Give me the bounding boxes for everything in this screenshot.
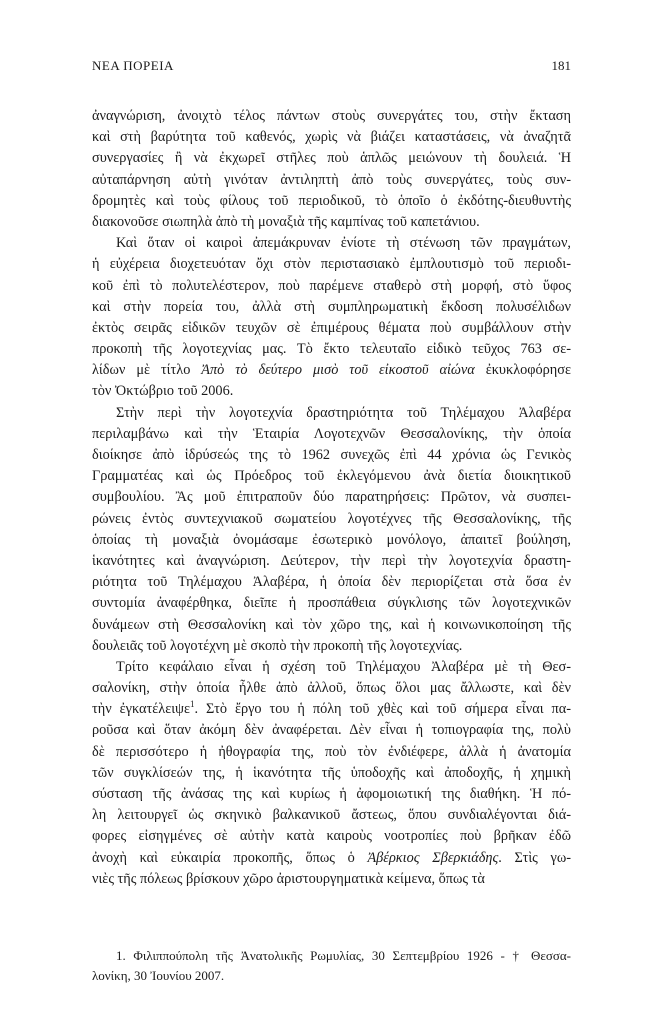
text-segment: ἐκυκλοφόρησε (474, 362, 571, 379)
italic-title: Ἀβέρκιος Σβερκιάδης (367, 849, 499, 866)
text-line: ἀναγνώριση, ἀνοιχτὸ τέλος πάντων στοὺς συνεργάτες του, στὴν ἔκταση (92, 108, 571, 124)
text-line: προκοπὴ τῆς λογοτεχνίας μας. Τὸ ἔκτο τελευταῖο εἰδικὸ τεῦχος 763 σε- (92, 341, 571, 358)
text-line: συνεργασίες ἢ νὰ ἐκχωρεῖ στῆλες ποὺ ἁπλῶς μειώνουν τὴ δουλειά. Ἡ (92, 150, 571, 167)
italic-title: Ἀπὸ τὸ δεύτερο μισὸ τοῦ εἰκοστοῦ αἰώνα (201, 362, 475, 379)
text-line: καὶ στὴ βαρύτητα τοῦ καθενός, χωρὶς νὰ βιάζει καταστάσεις, νὰ ἀναζητᾶ (92, 129, 571, 146)
text-line: διακονοῦσε σιωπηλὰ ἀπὸ τὴ μοναξιὰ τῆς καμπίνας τοῦ καπετάνιου. (92, 213, 480, 230)
text-line: συντομία ἀναφέρθηκα, διεῖπε ἡ προσπάθεια σύγκλισης τῶν λογοτεχνικῶν (92, 595, 571, 612)
text-line (92, 699, 571, 720)
text-line: φορες εἰσηγμένες σὲ αὐτὴν κατὰ καιροὺς νοοτροπίες ποὺ βρῆκαν ἐδῶ (92, 828, 571, 845)
footnote (92, 946, 571, 986)
text-line: διοίκησε ἀπὸ ἱδρύσεώς της τὸ 1962 συνεχῶς ἐπὶ 44 χρόνια ὡς Γενικὸς (92, 447, 571, 463)
text-line: ἐκτὸς σειρᾶς εἰδικῶν τευχῶν σὲ ἐπιμέρους θέματα ποὺ συμβάλλουν στὴν (92, 319, 571, 336)
text-segment: λίδων μὲ τίτλο (92, 362, 202, 379)
text-line: κοῦ ἐπὶ τὸ πολυτελέστερον, ποὺ παρέμενε σταθερὸ στὴ μορφή, στὸ ὕφος (92, 277, 571, 294)
text-line: συμβουλίου. Ἂς μοῦ ἐπιτραποῦν δύο παρατηρήσεις: Πρῶτον, νὰ συσπει- (92, 489, 571, 506)
text-line: ὁποίας τὴ μοναξιὰ ὀνομάσαμε ἐσωτερικὸ μονόλογο, ἀπαιτεῖ βούληση, (92, 531, 571, 548)
text-line (92, 848, 571, 869)
text-line: τὸν Ὀκτώβριο τοῦ 2006. (92, 383, 234, 400)
paragraph (92, 403, 571, 657)
text-line (92, 360, 571, 381)
footnote-line: 1. Φιλιππούπολη τῆς Ἀνατολικῆς Ρωμυλίας, 30 Σεπτεμβρίου 1926 - † Θεσσα- (116, 948, 571, 963)
running-title: ΝΕΑ ΠΟΡΕΙΑ (92, 58, 174, 73)
text-line: νιὲς τῆς πόλεως βρίσκουν χῶρο ἀριστουργηματικὰ κείμενα, ὅπως τὰ (92, 870, 485, 887)
text-line: ριότητα τοῦ Τηλέμαχου Ἀλαβέρα, ἡ ὁποία δὲν περιορίζεται στὰ ὅσα ἐν (92, 574, 571, 591)
text-line: δὲ περισσότερο ἡ ἠθογραφία της, ποὺ τὸν ἐνδιέφερε, ἀλλὰ ἡ ἀνατομία (92, 743, 571, 760)
paragraph (92, 106, 571, 233)
text-segment: ἀνοχὴ καὶ εὐκαιρία προκοπῆς, ὅπως ὁ (92, 849, 368, 866)
text-line: δρομητὲς καὶ τοὺς φίλους τοῦ περιοδικοῦ, τὸ ὁποῖο ὁ ἐκδότης-διευθυντὴς (92, 192, 571, 209)
text-line: ἡ εὐχέρεια διοχετευόταν ὄχι στὸν περιστασιακὸ ἐμπλουτισμὸ τοῦ περιοδι- (92, 256, 571, 273)
paragraph (92, 233, 571, 403)
text-line: τῶν συγκλίσεών της, ἡ ἱκανότητα τῆς ὑποδοχῆς καὶ ἀποδοχῆς, ἡ χημικὴ (92, 764, 571, 781)
running-header (92, 58, 571, 76)
text-segment: . Στὸ ἔργο του ἡ πόλη τοῦ χθὲς καὶ τοῦ σήμερα εἶναι πα- (194, 701, 571, 718)
page-number: 181 (551, 58, 571, 73)
footnote-line: λονίκη, 30 Ἰουνίου 2007. (92, 968, 225, 983)
text-line: ροῦσα καὶ ὅταν ἀκόμη δὲν ἀναφέρεται. Δὲν εἶναι ἡ τοπιογραφία της, πολὺ (92, 722, 571, 739)
text-line: αὐταπάρνηση αὐτὴ γινόταν ἀντιληπτὴ ἀπὸ τοὺς συνεργάτες, τοὺς συν- (92, 171, 571, 188)
text-line: Στὴν περὶ τὴν λογοτεχνία δραστηριότητα τοῦ Τηλέμαχου Ἀλαβέρα (116, 404, 571, 421)
text-line: σαλονίκη, στὴν ὁποία ἦλθε ἀπὸ ἀλλοῦ, ὅπως ὅλοι μας ἄλλωστε, καὶ δὲν (92, 680, 571, 697)
text-line: καὶ στὴν πορεία του, ἀλλὰ στὴ συμπληρωματικὴ ἔκδοση πολυσέλιδων (92, 298, 571, 315)
text-line: Γραμματέας καὶ ὡς Πρόεδρος τοῦ ἐκλεγόμενου ἀνὰ διετία διοικητικοῦ (92, 468, 571, 485)
text-line: δουλειᾶς τοῦ λογοτέχνη μὲ σκοπὸ τὴν προκοπὴ τῆς λογοτεχνίας. (92, 637, 463, 654)
body-text (92, 106, 571, 890)
footnote-marker[interactable]: 1 (190, 699, 195, 710)
text-line: Καὶ ὅταν οἱ καιροὶ ἀπεμάκρυναν ἐνίοτε τὴ στένωση τῶν πραγμάτων, (116, 235, 571, 252)
text-segment: . Στὶς γω- (498, 849, 572, 866)
text-line: λη λειτουργεῖ ὡς σκηνικὸ βαλκανικοῦ ἄστεως, ὅπου συνδιαλέγονται διά- (92, 807, 571, 824)
text-line: σύσταση τῆς ἀνάσας της καὶ κυρίως ἡ ἀφομοιωτική της διαθήκη. Ἡ πό- (92, 786, 571, 802)
text-segment: τὴν ἐγκατέλειψε (92, 701, 191, 718)
text-line: ἱκανότητες καὶ ἀναγνώριση. Δεύτερον, τὴν περὶ τὴν λογοτεχνία δραστη- (92, 552, 571, 569)
text-line: ρώνεις ἐντὸς συντεχνιακοῦ σωματείου λογοτέχνες τῆς Θεσσαλονίκης, τῆς (92, 510, 571, 527)
text-line: περιλαμβάνω καὶ τὴν Ἑταιρία Λογοτεχνῶν Θεσσαλονίκης, τὴν ὁποία (92, 425, 571, 442)
text-line: δυνάμεων στὴ Θεσσαλονίκη καὶ τὸν χῶρο της, καὶ ἡ κοινωνικοποίηση τῆς (92, 616, 571, 633)
text-line: Τρίτο κεφάλαιο εἶναι ἡ σχέση τοῦ Τηλέμαχου Ἀλαβέρα μὲ τὴ Θεσ- (116, 658, 571, 675)
paragraph (92, 657, 571, 890)
